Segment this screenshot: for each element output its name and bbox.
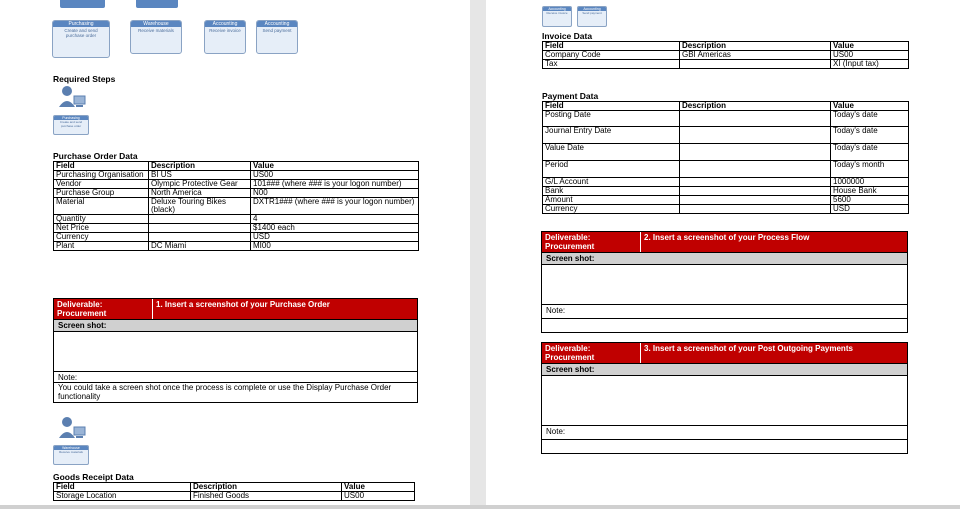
user-computer-icon [57, 85, 87, 109]
table-header-row: Field Description Value [543, 102, 909, 111]
note-box [54, 371, 417, 402]
deliverable-task: 1. Insert a screenshot of your Purchase Order [156, 300, 330, 309]
table-row: Period Today's month [543, 161, 909, 178]
process-tile-purchasing: Purchasing Create and send purchase order [52, 20, 110, 58]
screen-shot-label: Screen shot: [54, 319, 417, 331]
step-tile-purchasing: Purchasing Create and send purchase order [53, 115, 89, 135]
table-row: Posting Date Today's date [543, 111, 909, 127]
goods-receipt-data-title: Goods Receipt Data [53, 472, 134, 482]
screenshot-area[interactable] [54, 331, 417, 371]
table-header-row: Field Description Value [543, 42, 909, 51]
payment-table [542, 101, 909, 214]
table-row: Purchase Group North America N00 [54, 189, 419, 198]
required-steps-title: Required Steps [53, 74, 116, 84]
purchase-order-table [53, 161, 419, 251]
table-row: Material Deluxe Touring Bikes (black) DXTR1### (where ### is your logon number) [54, 198, 419, 215]
table-row: Purchasing Organisation BI US US00 [54, 171, 419, 180]
screen-shot-label: Screen shot: [542, 252, 907, 264]
deliverable-label: Deliverable: Procurement [542, 232, 641, 252]
table-row: Tax XI (Input tax) [543, 60, 909, 69]
table-row: Net Price $1400 each [54, 224, 419, 233]
process-tile-receive-invoice: Accounting Receive invoice [204, 20, 246, 54]
table-row: Bank House Bank [543, 187, 909, 196]
screenshot-area[interactable] [542, 264, 907, 304]
note-label: Note: [58, 373, 78, 382]
invoice-table [542, 41, 909, 69]
note-label: Note: [542, 306, 907, 319]
deliverable-task: 3. Insert a screenshot of your Post Outgoing Payments [644, 344, 853, 353]
cropped-tile-fragment [60, 0, 105, 8]
process-tile-warehouse: Warehouse Receive materials [130, 20, 182, 54]
screen-shot-label: Screen shot: [542, 363, 907, 375]
table-row: Storage Location Finished Goods US00 [54, 492, 415, 501]
deliverable-box-1 [53, 298, 418, 403]
invoice-data-title: Invoice Data [542, 31, 593, 41]
process-tile-send-payment: Accounting Send payment [577, 6, 607, 27]
step-tile-warehouse: Warehouse Receive materials [53, 445, 89, 465]
bottom-scroll-strip[interactable] [0, 505, 960, 509]
cropped-tile-fragment [136, 0, 178, 8]
deliverable-label: Deliverable: Procurement [54, 299, 153, 319]
table-row: Currency USD [54, 233, 419, 242]
document-page-left [0, 0, 470, 505]
note-label: Note: [542, 427, 907, 440]
document-page-right [486, 0, 960, 505]
goods-receipt-table [53, 482, 415, 501]
note-box [542, 304, 907, 332]
screenshot-area[interactable] [542, 375, 907, 425]
user-computer-icon [57, 416, 87, 440]
deliverable-box-3 [541, 342, 908, 454]
table-row: Company Code GBI Americas US00 [543, 51, 909, 60]
table-header-row: Field Description Value [54, 483, 415, 492]
table-row: Plant DC Miami MI00 [54, 242, 419, 251]
note-box [542, 425, 907, 453]
table-row: Quantity 4 [54, 215, 419, 224]
table-row: Currency USD [543, 205, 909, 214]
purchase-order-data-title: Purchase Order Data [53, 151, 138, 161]
table-row: Amount 5600 [543, 196, 909, 205]
table-header-row: Field Description Value [54, 162, 419, 171]
deliverable-task: 2. Insert a screenshot of your Process Flow [644, 233, 810, 242]
deliverable-label: Deliverable: Procurement [542, 343, 641, 363]
payment-data-title: Payment Data [542, 91, 599, 101]
table-row: G/L Account 1000000 [543, 178, 909, 187]
table-row: Value Date Today's date [543, 144, 909, 161]
process-tile-receive-invoice: Accounting Receive invoice [542, 6, 572, 27]
table-row: Journal Entry Date Today's date [543, 127, 909, 144]
deliverable-box-2 [541, 231, 908, 333]
process-tile-send-payment: Accounting Send payment [256, 20, 298, 54]
note-text: You could take a screen shot once the process is complete or use the Display Purchase Order functionality [54, 382, 417, 401]
table-row: Vendor Olympic Protective Gear 101### (where ### is your logon number) [54, 180, 419, 189]
